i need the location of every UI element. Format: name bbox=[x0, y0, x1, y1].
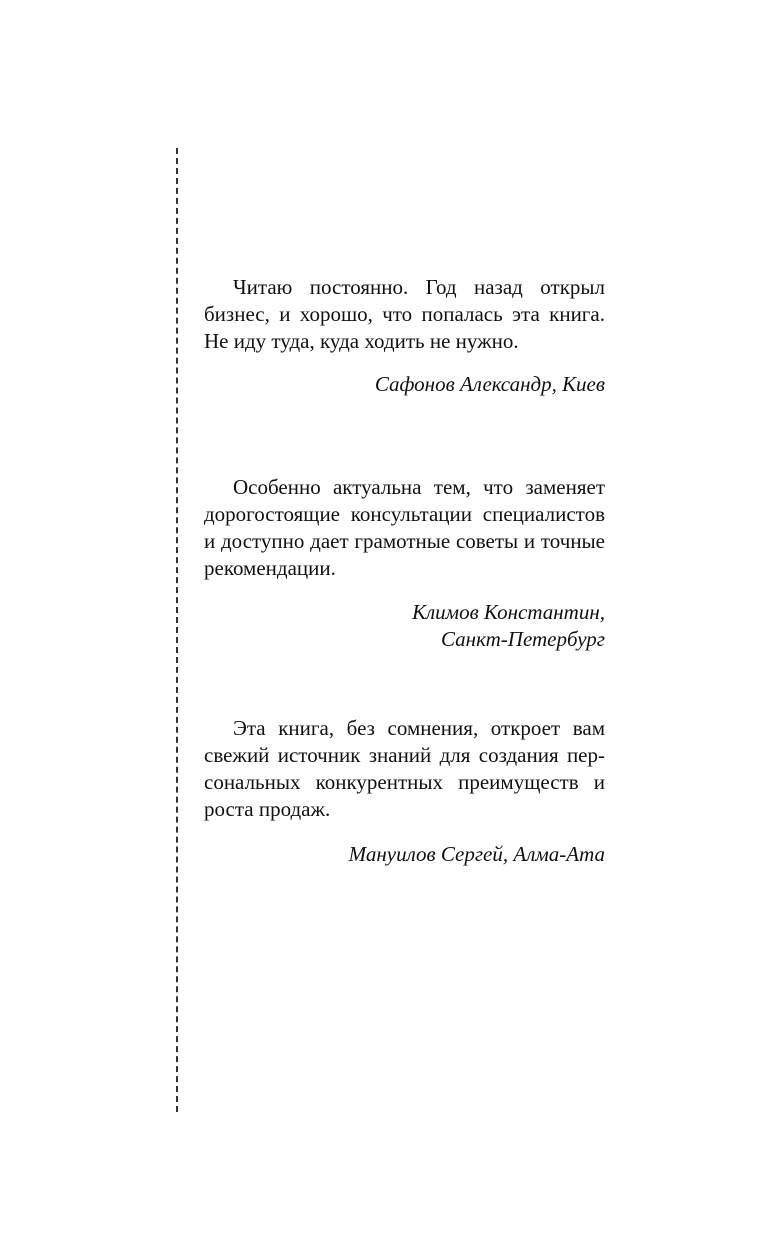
testimonial-author: Сафонов Александр, Киев bbox=[374, 372, 605, 396]
testimonial-3 bbox=[204, 715, 605, 868]
testimonial-1 bbox=[204, 274, 605, 398]
testimonial-author bbox=[204, 599, 605, 653]
author-city: Санкт-Петербург bbox=[441, 627, 605, 651]
testimonial-author: Мануилов Сергей, Алма-Ата bbox=[348, 842, 605, 866]
testimonial-quote: Эта книга, без сомнения, откроет вам свежий источник знаний для создания персональных конкурентных преимуществ и роста продаж. bbox=[204, 716, 605, 821]
testimonial-2 bbox=[204, 474, 605, 653]
dashed-cut-line bbox=[176, 148, 178, 1112]
testimonial-quote: Особенно актуальна тем, что заменяет дорогостоящие консультации специалистов и доступно дает грамотные советы и точные рекомендации. bbox=[204, 475, 605, 580]
author-name: Климов Константин, bbox=[412, 600, 605, 624]
testimonial-quote: Читаю постоянно. Год назад открыл бизнес, и хорошо, что попалась эта книга. Не иду туда, куда ходить не нужно. bbox=[204, 275, 605, 353]
